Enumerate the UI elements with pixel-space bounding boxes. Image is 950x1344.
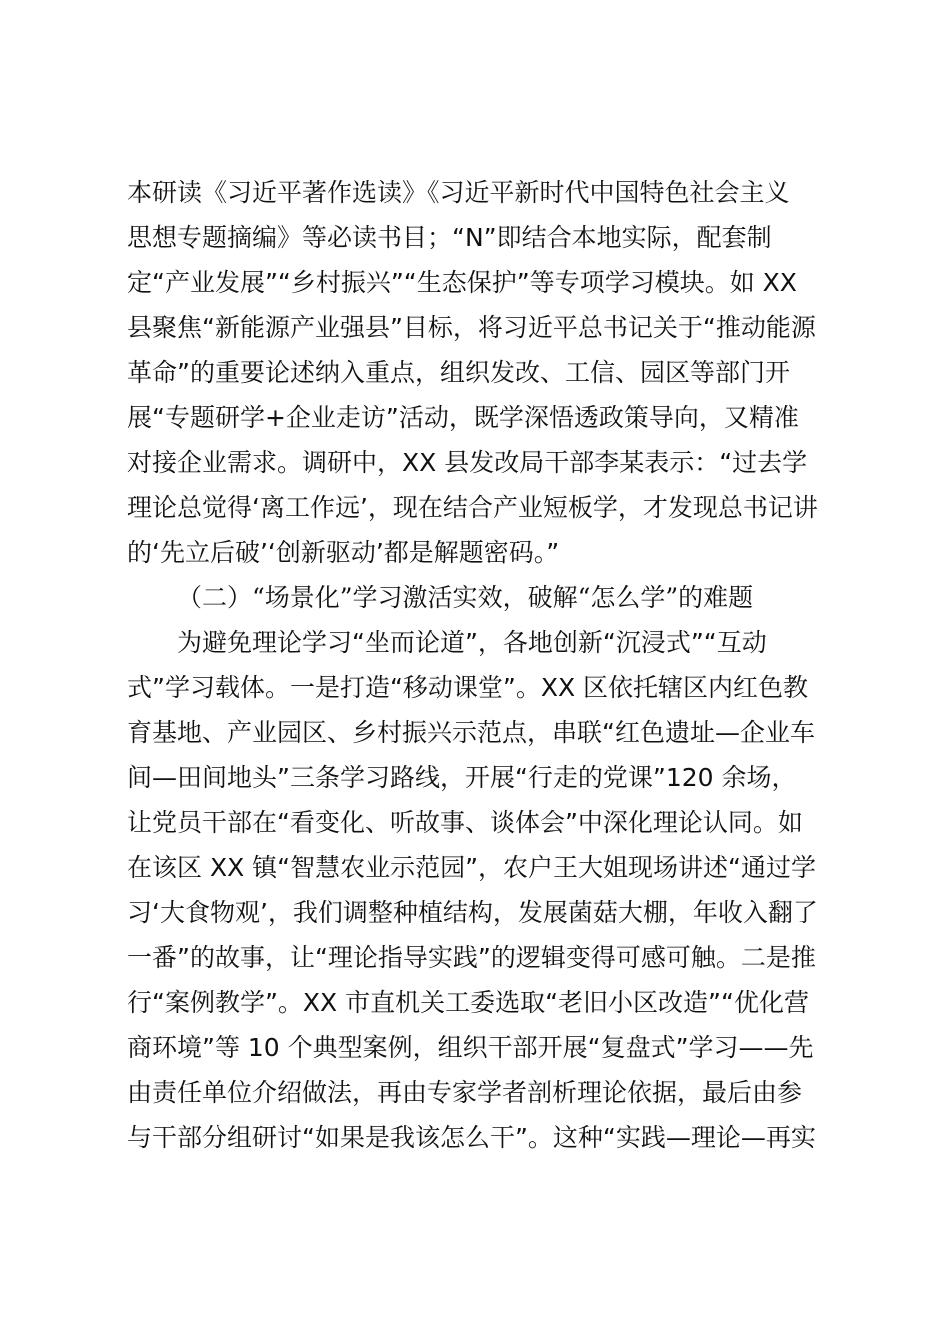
text-line: 在该区 XX 镇“智慧农业示范园”，农户王大姐现场讲述“通过学 [127, 853, 817, 882]
text-line: 间—田间地头”三条学习路线，开展“行走的党课”120 余场， [127, 763, 797, 792]
text-line: 对接企业需求。调研中，XX 县发改局干部李某表示：“过去学 [127, 448, 808, 477]
text-line: 育基地、产业园区、乡村振兴示范点，串联“红色遗址—企业车 [127, 718, 815, 747]
text-line: 的‘先立后破’‘创新驱动’都是解题密码。” [127, 538, 560, 567]
text-line: 思想专题摘编》等必读书目；“N”即结合本地实际，配套制 [127, 223, 772, 252]
text-line: 理论总觉得‘离工作远’，现在结合产业短板学，才发现总书记讲 [127, 493, 818, 522]
text-line: 本研读《习近平著作选读》《习近平新时代中国特色社会主义 [127, 178, 790, 207]
text-line: 与干部分组研讨“如果是我该怎么干”。这种“实践—理论—再实 [127, 1123, 816, 1152]
text-line: 展“专题研学+企业走访”活动，既学深悟透政策导向，又精准 [127, 403, 799, 432]
text-line: 由责任单位介绍做法，再由专家学者剖析理论依据，最后由参 [127, 1078, 803, 1107]
text-line: 习‘大食物观’，我们调整种植结构，发展菌菇大棚，年收入翻了 [127, 898, 818, 927]
text-line: 一番”的故事，让“理论指导实践”的逻辑变得可感可触。二是推 [127, 943, 816, 972]
text-line: 革命”的重要论述纳入重点，组织发改、工信、园区等部门开 [127, 358, 790, 387]
text-line: 让党员干部在“看变化、听故事、谈体会”中深化理论认同。如 [127, 808, 803, 837]
text-line: 商环境”等 10 个典型案例，组织干部开展“复盘式”学习——先 [127, 1033, 814, 1062]
document-body [127, 170, 837, 1160]
text-line: 行“案例教学”。XX 市直机关工委选取“老旧小区改造”“优化营 [127, 988, 809, 1017]
text-line: 为避免理论学习“坐而论道”，各地创新“沉浸式”“互动 [177, 628, 767, 657]
section-heading: （二）“场景化”学习激活实效，破解“怎么学”的难题 [177, 583, 754, 612]
text-line: 式”学习载体。一是打造“移动课堂”。XX 区依托辖区内红色教 [127, 673, 809, 702]
text-line: 县聚焦“新能源产业强县”目标，将习近平总书记关于“推动能源 [127, 313, 816, 342]
text-line: 定“产业发展”“乡村振兴”“生态保护”等专项学习模块。如 XX [127, 268, 797, 297]
